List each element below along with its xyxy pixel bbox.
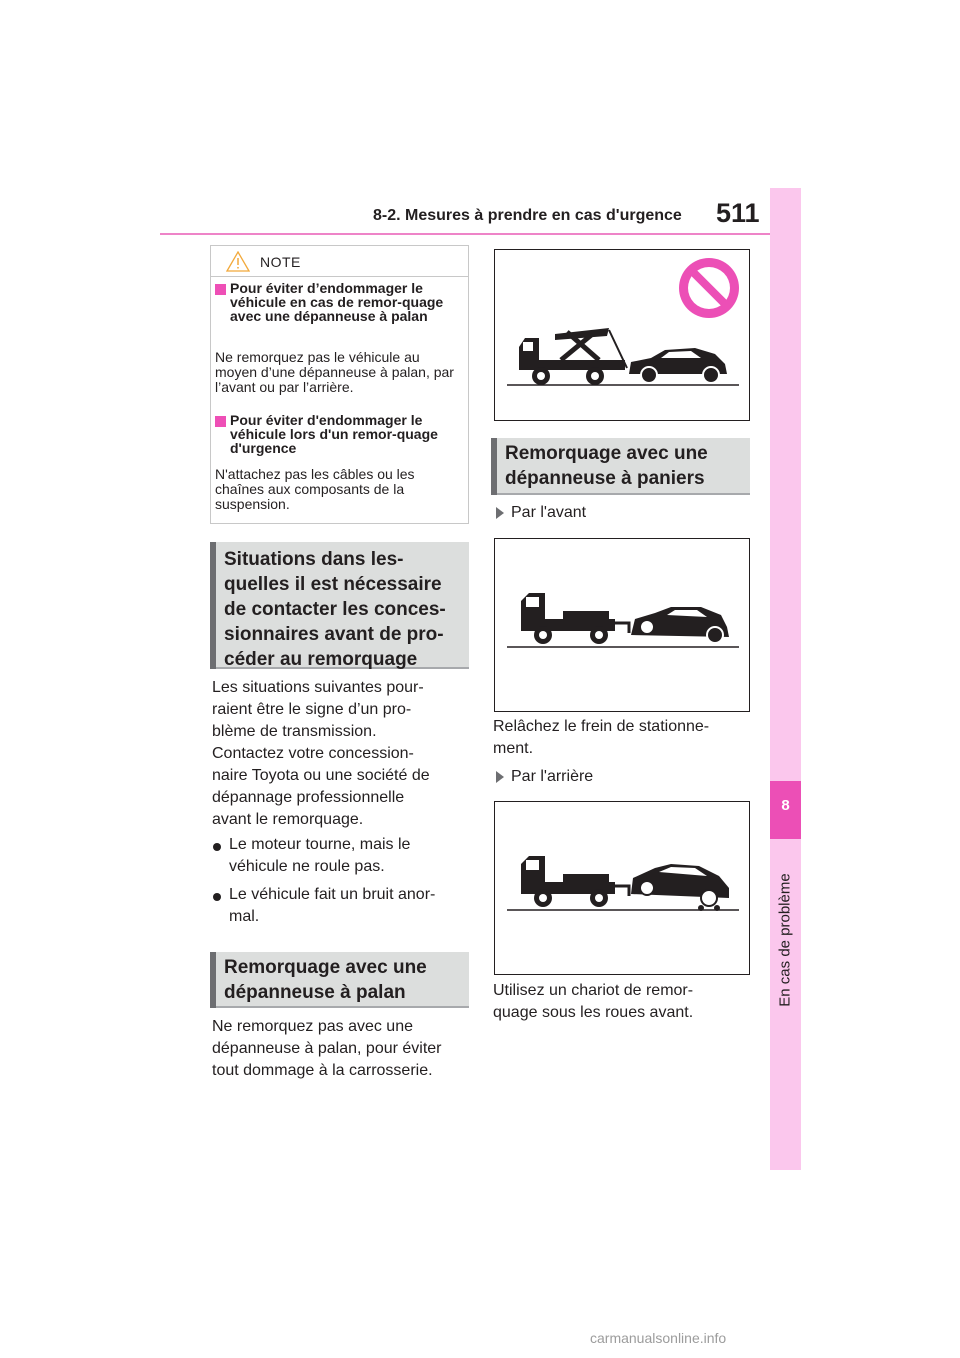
situations-intro: Les situations suivantes pour- raient être le signe d’un pro- blème de transmission. Contactez votre concession- naire Toyota ou une société de dépannage professionnelle avant le remorquage. <box>212 679 430 828</box>
rear-text: Utilisez un chariot de remor- quage sous les roues avant. <box>493 982 694 1021</box>
heading-text: Remorquage avec une dépanneuse à palan <box>224 957 427 1003</box>
situation-bullet: Le moteur tourne, mais le véhicule ne roule pas. <box>229 836 411 875</box>
notice-square-icon <box>215 416 226 427</box>
tow-truck-icon <box>521 856 629 907</box>
section-header-title: 8-2. Mesures à prendre en cas d'urgence <box>373 207 682 224</box>
front-label: Par l'avant <box>511 504 587 521</box>
footer-watermark: carmanualsonline.info <box>590 1330 727 1346</box>
section-heading-situations <box>210 542 469 669</box>
front-text: Relâchez le frein de stationne- ment. <box>493 718 710 757</box>
notice-item-title: Pour éviter d’endommager le véhicule en cas de remor-quage avec une dépanneuse à palan <box>230 280 444 324</box>
heading-bar <box>210 542 216 669</box>
notice-square-icon <box>215 284 226 295</box>
tow-truck-hoist-icon <box>519 328 627 385</box>
triangle-bullet-icon <box>496 507 504 519</box>
chapter-number: 8 <box>781 797 790 814</box>
heading-text: Remorquage avec une dépanneuse à paniers <box>505 443 708 489</box>
notice-item-body: Ne remorquez pas le véhicule au moyen d’une dépanneuse à palan, par l’avant ou par l’arrière. <box>215 349 454 395</box>
car-icon <box>631 607 729 643</box>
prohibited-icon <box>679 258 739 318</box>
warning-triangle-icon <box>226 251 250 272</box>
triangle-bullet-icon <box>496 771 504 783</box>
tow-truck-icon <box>521 593 629 644</box>
figure-wheel-lift-rear <box>494 801 750 975</box>
notice-label: NOTE <box>260 254 301 270</box>
car-icon <box>629 348 727 383</box>
chapter-side-tab <box>770 188 801 1170</box>
header-divider <box>160 233 770 235</box>
bullet-dot <box>213 893 221 901</box>
situation-bullet: Le véhicule fait un bruit anor-mal. <box>229 886 436 925</box>
rear-label: Par l'arrière <box>511 768 594 785</box>
notice-item-title: Pour éviter d'endommager le véhicule lors d'un remor-quage d'urgence <box>230 412 438 456</box>
figure-hoist-tow-prohibited <box>494 249 750 421</box>
heading-bar <box>210 952 216 1008</box>
page-number: 511 <box>716 198 760 228</box>
heading-text: Situations dans les- quelles il est nécessaire de contacter les conces- sionnaires avant de pro- céder au remorquage <box>224 549 446 670</box>
bullet-dot <box>213 843 221 851</box>
notice-item-body: N'attachez pas les câbles ou les chaînes aux composants de la suspension. <box>215 466 415 512</box>
car-icon <box>631 864 729 911</box>
heading-bar <box>491 438 497 495</box>
section-heading-palan <box>210 952 469 1008</box>
figure-wheel-lift-front <box>494 538 750 712</box>
section-heading-paniers <box>491 438 750 495</box>
palan-text: Ne remorquez pas avec une dépanneuse à palan, pour éviter tout dommage à la carrosserie. <box>212 1018 442 1079</box>
chapter-title: En cas de problème <box>776 873 794 1007</box>
